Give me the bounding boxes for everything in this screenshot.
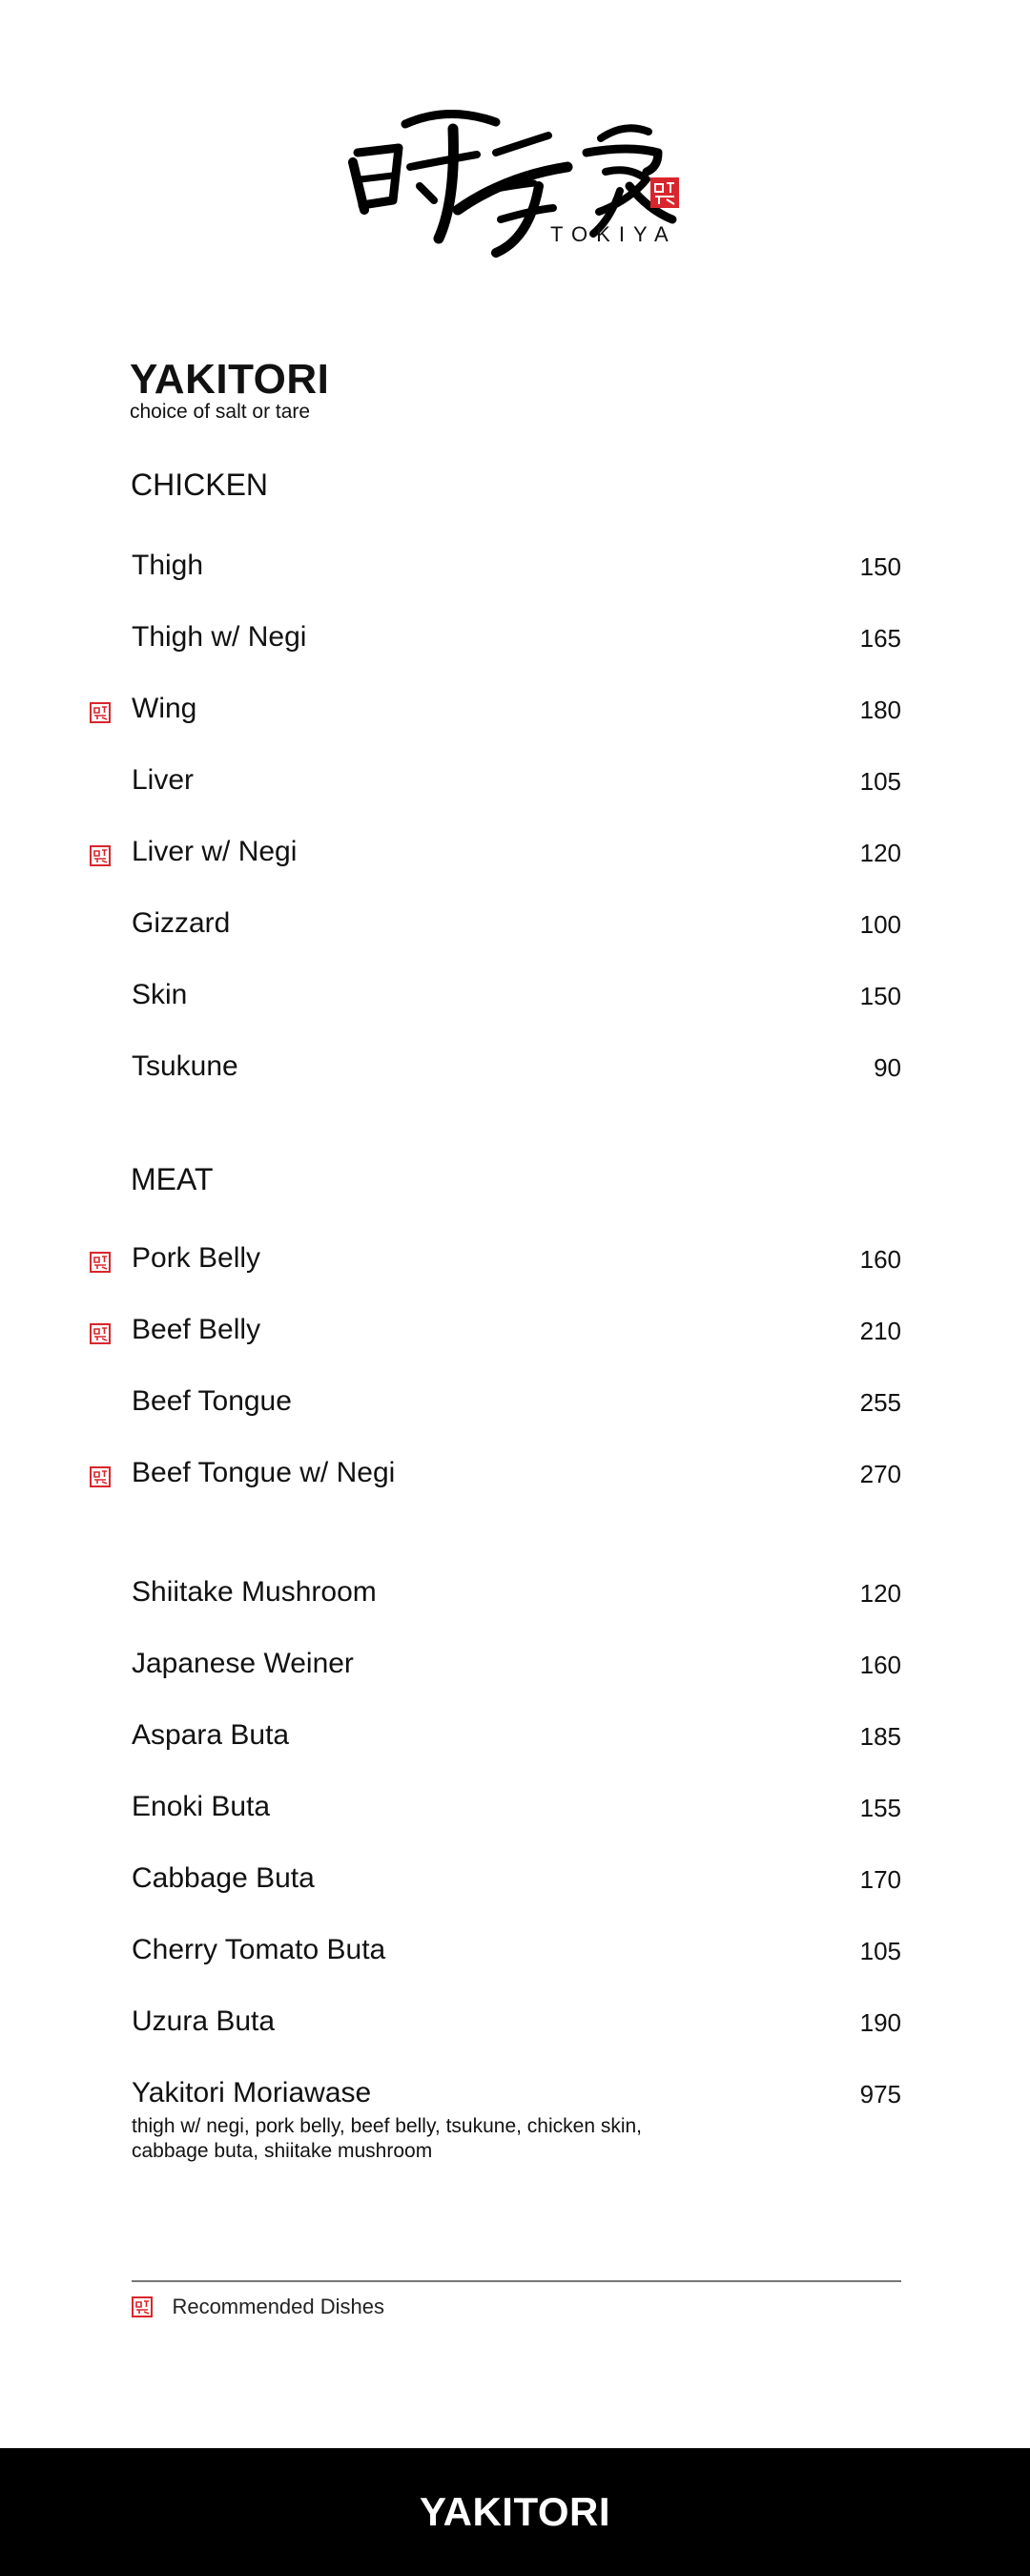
item-name: Japanese Weiner xyxy=(132,1648,354,1679)
item-name: Uzura Buta xyxy=(132,2005,276,2037)
item-name: Yakitori Moriawase xyxy=(132,2077,372,2109)
menu-item xyxy=(132,1576,901,1624)
item-price: 255 xyxy=(859,1388,901,1417)
logo-seal-icon xyxy=(649,177,680,214)
item-name: Beef Belly xyxy=(132,1314,261,1345)
menu-item xyxy=(132,621,901,669)
item-name: Skin xyxy=(132,979,188,1010)
menu-item xyxy=(132,907,901,955)
footer-title: YAKITORI xyxy=(419,2489,611,2534)
recommended-seal-icon xyxy=(90,1466,111,1487)
item-name: Tsukune xyxy=(132,1050,238,1082)
category-meat: MEAT xyxy=(131,1162,214,1196)
menu-item xyxy=(132,2077,901,2172)
recommended-seal-icon xyxy=(90,702,111,723)
section-title: YAKITORI xyxy=(130,356,330,403)
menu-item xyxy=(132,836,901,883)
item-price: 160 xyxy=(859,1651,901,1679)
menu-item xyxy=(132,764,901,812)
item-name: Enoki Buta xyxy=(132,1791,271,1822)
menu-item xyxy=(132,1314,901,1361)
menu-item xyxy=(132,693,901,740)
logo-wordmark: TOKIYA xyxy=(550,222,677,246)
menu-item xyxy=(132,1050,901,1098)
recommended-seal-icon xyxy=(90,1252,111,1273)
menu-item xyxy=(132,1934,901,1982)
footer-bar xyxy=(0,2448,1030,2576)
legend-label: Recommended Dishes xyxy=(172,2295,384,2318)
menu-item xyxy=(132,979,901,1027)
item-name: Liver xyxy=(132,764,195,796)
menu-item xyxy=(132,1862,901,1910)
item-name: Gizzard xyxy=(132,907,231,939)
item-price: 120 xyxy=(859,839,901,867)
item-price: 170 xyxy=(859,1865,901,1894)
menu-item xyxy=(132,550,901,597)
legend xyxy=(132,2295,384,2323)
item-description: thigh w/ negi, pork belly, beef belly, tsukune, chicken skin, cabbage buta, shiitake mushroom xyxy=(132,2115,643,2162)
menu-item xyxy=(132,1242,901,1290)
item-price: 975 xyxy=(859,2080,901,2109)
menu-item xyxy=(132,1385,901,1433)
item-name: Shiitake Mushroom xyxy=(132,1576,377,1608)
item-price: 105 xyxy=(859,1937,901,1965)
item-price: 155 xyxy=(859,1794,901,1822)
item-name: Liver w/ Negi xyxy=(132,836,298,867)
item-name: Pork Belly xyxy=(132,1242,261,1274)
item-price: 165 xyxy=(859,624,901,653)
menu-item xyxy=(132,1719,901,1767)
item-name: Aspara Buta xyxy=(132,1719,290,1751)
item-price: 100 xyxy=(859,910,901,939)
divider xyxy=(132,2280,901,2282)
item-price: 270 xyxy=(859,1460,901,1488)
menu-item xyxy=(132,1457,901,1505)
category-chicken: CHICKEN xyxy=(131,467,269,502)
item-price: 185 xyxy=(859,1722,901,1751)
menu-item xyxy=(132,2005,901,2053)
item-name: Thigh xyxy=(132,550,204,581)
item-name: Cherry Tomato Buta xyxy=(132,1934,386,1965)
item-name: Cabbage Buta xyxy=(132,1862,315,1894)
recommended-seal-icon xyxy=(132,2296,153,2317)
recommended-seal-icon xyxy=(90,845,111,866)
item-name: Beef Tongue xyxy=(132,1385,292,1417)
section-subtitle: choice of salt or tare xyxy=(130,401,311,423)
menu-item xyxy=(132,1648,901,1695)
item-name: Thigh w/ Negi xyxy=(132,621,307,653)
item-price: 150 xyxy=(859,982,901,1010)
item-price: 105 xyxy=(859,767,901,796)
item-price: 150 xyxy=(859,552,901,581)
item-price: 180 xyxy=(859,696,901,724)
item-name: Beef Tongue w/ Negi xyxy=(132,1457,396,1488)
item-price: 190 xyxy=(859,2008,901,2037)
item-price: 120 xyxy=(859,1579,901,1608)
item-price: 90 xyxy=(874,1053,901,1082)
item-name: Wing xyxy=(132,693,197,724)
menu-item xyxy=(132,1791,901,1839)
item-price: 210 xyxy=(859,1317,901,1345)
item-price: 160 xyxy=(859,1245,901,1274)
recommended-seal-icon xyxy=(90,1323,111,1344)
